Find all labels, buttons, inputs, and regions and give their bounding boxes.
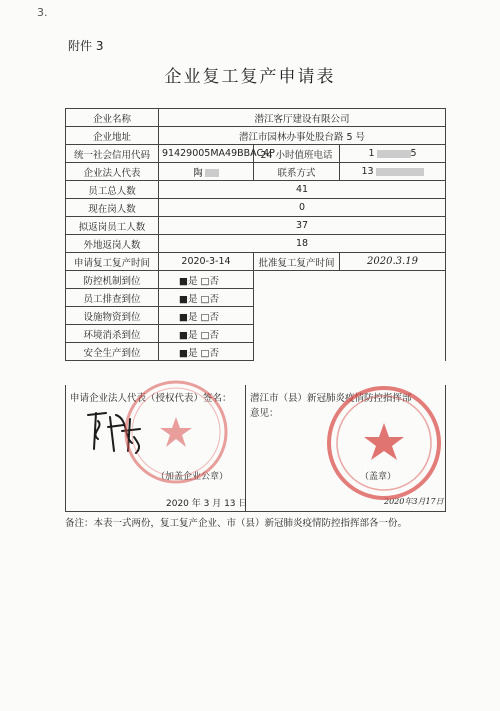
remote-staff-label: 外地返岗人数: [66, 235, 159, 253]
safety-label: 安全生产到位: [66, 343, 159, 361]
planned-return-label: 拟返岗员工人数: [66, 217, 159, 235]
epidemic-ctrl-label: 防控机制到位: [66, 271, 159, 289]
empty-cell: [254, 271, 446, 361]
table-row: [66, 109, 446, 127]
applicant-signature-label: 申请企业法人代表（授权代表）签名：: [70, 393, 232, 404]
safety-checkbox: ■是 □否: [159, 343, 254, 361]
company-seal: [121, 377, 231, 487]
signature-section: [65, 385, 446, 512]
disinfect-label: 环境消杀到位: [66, 325, 159, 343]
hq-stamp-note: （盖章）: [360, 472, 397, 482]
table-row: [66, 163, 446, 181]
official-seal: [324, 383, 444, 503]
legal-rep-cell: [159, 163, 254, 181]
apply-time-label: 申请复工复产时间: [66, 253, 159, 271]
opinion-label: 意见：: [250, 408, 279, 419]
on-duty-value: 0: [159, 199, 446, 217]
legal-rep-value: 陶: [193, 167, 203, 179]
contact-cell: [340, 163, 446, 181]
staff-check-label: 员工排查到位: [66, 289, 159, 307]
company-stamp-note: （加盖企业公章）: [156, 472, 229, 482]
company-name-label: 企业名称: [66, 109, 159, 127]
disinfect-checkbox: ■是 □否: [159, 325, 254, 343]
planned-return-value: 37: [159, 217, 446, 235]
hq-opinion-label: 潜江市（县）新冠肺炎疫情防控指挥部: [250, 393, 412, 404]
approve-time-label: 批准复工复产时间: [254, 253, 340, 271]
staff-check-checkbox: ■是 □否: [159, 289, 254, 307]
epidemic-ctrl-checkbox: ■是 □否: [159, 271, 254, 289]
credit-code-value: 91429005MA49BBAC4P: [159, 145, 254, 163]
redaction-block: [376, 168, 424, 176]
remote-staff-value: 18: [159, 235, 446, 253]
application-form-table: [65, 108, 446, 361]
page-title: 企业复工复产申请表: [164, 67, 336, 87]
hotline-value: 1: [368, 148, 375, 159]
footnote: 备注：本表一式两份，复工复产企业、市（县）新冠肺炎疫情防控指挥部各一份。: [65, 518, 408, 529]
table-row: [66, 217, 446, 235]
hotline-label: 24 小时值班电话: [254, 145, 340, 163]
table-row: [66, 127, 446, 145]
table-row: [66, 199, 446, 217]
attachment-label: 附件 3: [68, 39, 104, 53]
table-row: [66, 181, 446, 199]
hq-date: 2020年3月17日: [384, 497, 444, 506]
company-name-value: 潜江客厅建设有限公司: [159, 109, 446, 127]
total-staff-label: 员工总人数: [66, 181, 159, 199]
legal-rep-label: 企业法人代表: [66, 163, 159, 181]
table-row: [66, 253, 446, 271]
hotline-cell: [340, 145, 446, 163]
table-row: [66, 271, 446, 289]
apply-time-value: 2020-3-14: [159, 253, 254, 271]
hotline-suffix: 5: [410, 148, 417, 159]
credit-code-label: 统一社会信用代码: [66, 145, 159, 163]
address-value: 潜江市园林办事处股台路 5 号: [159, 127, 446, 145]
applicant-date: 2020 年 3 月 13 日: [166, 499, 248, 509]
redaction-block: [205, 169, 219, 177]
supplies-label: 设施物资到位: [66, 307, 159, 325]
supplies-checkbox: ■是 □否: [159, 307, 254, 325]
table-row: [66, 235, 446, 253]
page-mark: 3.: [37, 6, 48, 19]
total-staff-value: 41: [159, 181, 446, 199]
address-label: 企业地址: [66, 127, 159, 145]
redaction-block: [377, 150, 411, 158]
contact-label: 联系方式: [254, 163, 340, 181]
table-row: [66, 145, 446, 163]
on-duty-label: 现在岗人数: [66, 199, 159, 217]
divider: [245, 385, 246, 511]
contact-value: 13: [361, 166, 374, 177]
approve-time-value: 2020.3.19: [340, 253, 446, 271]
